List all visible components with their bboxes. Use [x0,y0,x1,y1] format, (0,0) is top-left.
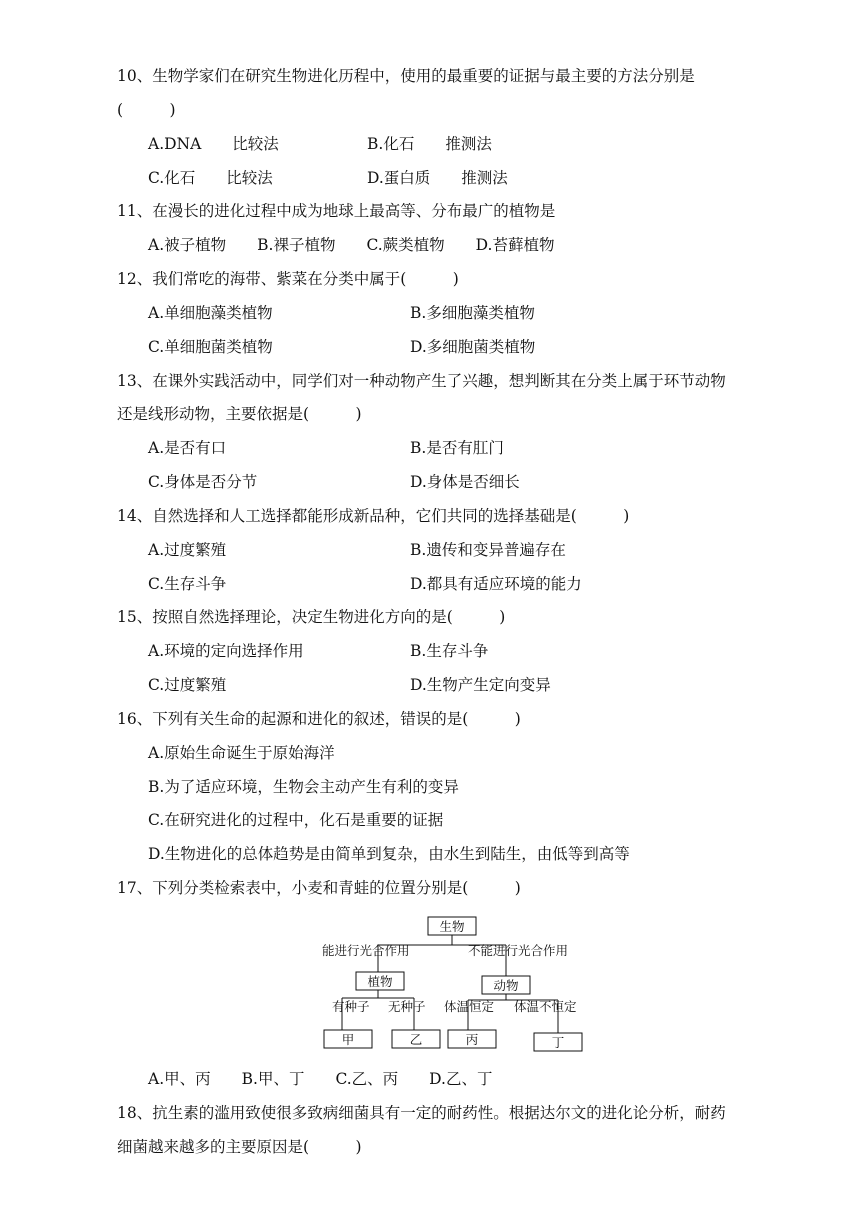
q13-option-c: C.身体是否分节 [148,473,258,491]
q14-option-c: C.生存斗争 [148,575,227,593]
leaf-bing: 丙 [465,1032,479,1047]
q16-option-c: C.在研究进化的过程中，化石是重要的证据 [148,811,444,829]
q15-option-c: C.过度繁殖 [148,676,227,694]
leaf-ding: 丁 [551,1035,565,1050]
q15-option-a: A.环境的定向选择作用 [148,642,304,660]
q17-stem: 17、下列分类检索表中，小麦和青蛙的位置分别是( ) [117,879,521,897]
classification-key-diagram [318,912,598,1057]
q10-stem-line2: ( ) [117,101,176,119]
q12-option-b: B.多细胞藻类植物 [410,304,535,322]
q10-option-d: D.蛋白质 推测法 [367,169,508,187]
q18-stem-line1: 18、抗生素的滥用致使很多致病细菌具有一定的耐药性。根据达尔文的进化论分析，耐药 [117,1104,726,1122]
q10-option-a: A.DNA 比较法 [148,135,279,153]
node-animal: 动物 [493,978,519,993]
q10-stem-line1: 10、生物学家们在研究生物进化历程中，使用的最重要的证据与最主要的方法分别是 [117,67,695,85]
q15-stem: 15、按照自然选择理论，决定生物进化方向的是( ) [117,608,506,626]
q14-option-a: A.过度繁殖 [148,541,227,559]
q12-option-a: A.单细胞藻类植物 [148,304,273,322]
q10-option-c: C.化石 比较法 [148,169,273,187]
q14-option-d: D.都具有适应环境的能力 [410,575,582,593]
branch-seed: 有种子 [332,999,370,1014]
branch-warm-blooded: 体温恒定 [444,999,495,1014]
node-root: 生物 [439,919,465,934]
q15-option-b: B.生存斗争 [410,642,489,660]
q16-option-d: D.生物进化的总体趋势是由简单到复杂，由水生到陆生，由低等到高等 [148,845,630,863]
branch-photosynthesis: 能进行光合作用 [322,943,410,958]
q13-option-b: B.是否有肛门 [410,439,504,457]
leaf-yi: 乙 [409,1032,423,1047]
q13-stem-line2: 还是线形动物，主要依据是( ) [117,405,362,423]
q15-option-d: D.生物产生定向变异 [410,676,551,694]
q13-stem-line1: 13、在课外实践活动中，同学们对一种动物产生了兴趣，想判断其在分类上属于环节动物 [117,372,726,390]
q16-stem: 16、下列有关生命的起源和进化的叙述，错误的是( ) [117,710,521,728]
q12-stem: 12、我们常吃的海带、紫菜在分类中属于( ) [117,270,459,288]
branch-no-photosynthesis: 不能进行光合作用 [468,943,569,958]
q11-options: A.被子植物 B.裸子植物 C.蕨类植物 D.苔藓植物 [148,236,555,254]
q14-stem: 14、自然选择和人工选择都能形成新品种，它们共同的选择基础是( ) [117,507,630,525]
q16-option-b: B.为了适应环境，生物会主动产生有利的变异 [148,778,459,796]
q12-option-c: C.单细胞菌类植物 [148,338,273,356]
q16-option-a: A.原始生命诞生于原始海洋 [148,744,335,762]
q11-stem: 11、在漫长的进化过程中成为地球上最高等、分布最广的植物是 [117,202,556,220]
q18-stem-line2: 细菌越来越多的主要原因是( ) [117,1138,362,1156]
branch-cold-blooded: 体温不恒定 [514,999,577,1014]
q17-options: A.甲、丙 B.甲、丁 C.乙、丙 D.乙、丁 [148,1070,493,1088]
q12-option-d: D.多细胞菌类植物 [410,338,536,356]
leaf-jia: 甲 [341,1032,355,1047]
branch-no-seed: 无种子 [388,999,426,1014]
q14-option-b: B.遗传和变异普遍存在 [410,541,566,559]
q10-option-b: B.化石 推测法 [367,135,492,153]
q13-option-a: A.是否有口 [148,439,227,457]
q13-option-d: D.身体是否细长 [410,473,520,491]
node-plant: 植物 [367,974,393,989]
